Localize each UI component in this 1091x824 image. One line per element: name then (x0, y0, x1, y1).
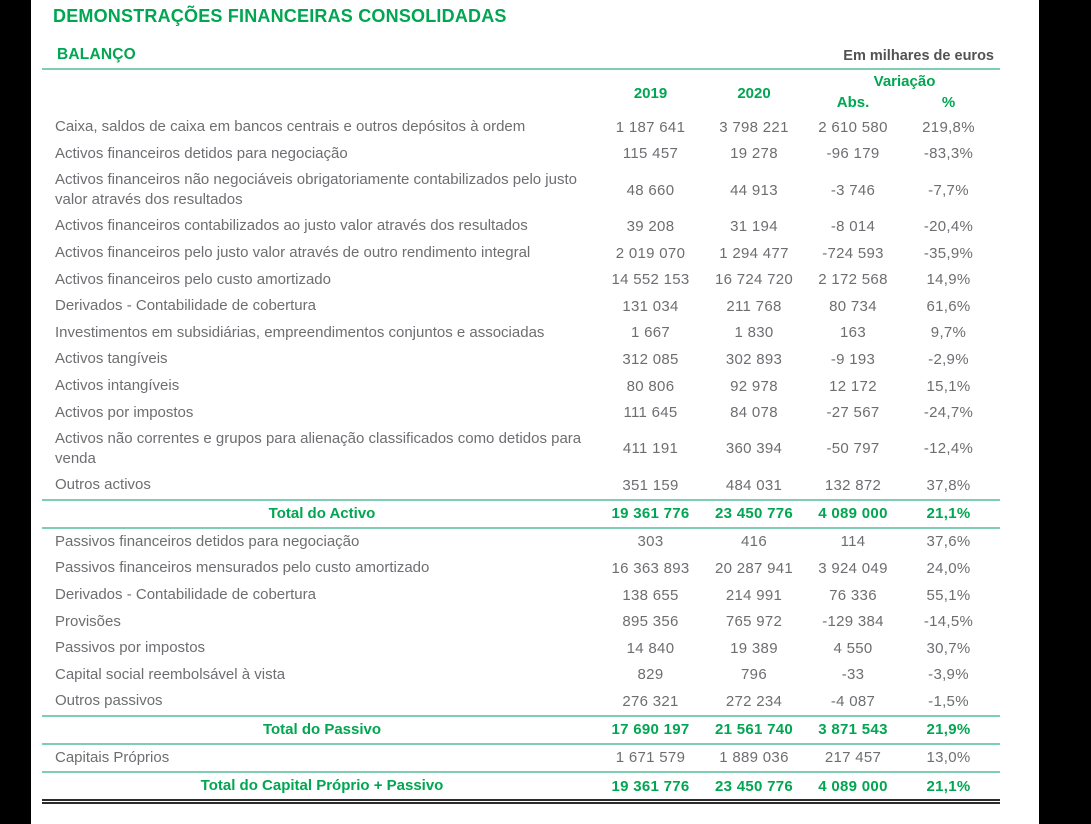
value-variation-pct: 37,6% (926, 533, 971, 551)
value-2020: 1 294 477 (719, 244, 789, 262)
section-title: BALANÇO (57, 46, 136, 63)
value-variation-pct: -14,5% (923, 613, 974, 631)
value-variation-pct: 15,1% (926, 377, 971, 395)
value-variation-abs: -724 593 (822, 244, 884, 262)
value-2019: 312 085 (622, 350, 679, 368)
value-variation-pct: 24,0% (926, 559, 971, 577)
table-row (42, 555, 1000, 582)
value-variation-pct: -83,3% (923, 145, 974, 163)
table-row (42, 608, 1000, 635)
value-variation-abs: -9 193 (830, 350, 876, 368)
value-variation-abs: 2 172 568 (818, 271, 888, 289)
value-2019: 48 660 (626, 181, 675, 199)
table-row (42, 771, 1000, 804)
table-row (42, 373, 1000, 400)
table-header (42, 70, 1000, 114)
value-variation-pct: 9,7% (930, 324, 967, 342)
value-2020: 23 450 776 (714, 777, 794, 795)
table-row (42, 213, 1000, 240)
row-label: Activos tangíveis (55, 350, 168, 368)
value-variation-abs: 3 924 049 (818, 559, 888, 577)
value-2020: 765 972 (725, 613, 783, 631)
table-row (42, 745, 1000, 772)
row-label: Activos por impostos (55, 403, 194, 421)
row-label: Caixa, saldos de caixa em bancos centrais e outros depósitos à ordem (55, 118, 526, 136)
table-row (42, 399, 1000, 426)
table-row (42, 141, 1000, 168)
col-header-variacao: Variação (873, 73, 936, 90)
value-2019: 17 690 197 (611, 721, 690, 739)
value-variation-abs: 2 610 580 (818, 118, 888, 136)
value-variation-pct: 21,1% (926, 505, 971, 523)
table-row (42, 529, 1000, 556)
table-row (42, 426, 1000, 472)
value-2019: 111 645 (623, 404, 678, 422)
value-2020: 16 724 720 (714, 271, 794, 289)
row-label: Capital social reembolsável à vista (55, 665, 286, 683)
value-2019: 411 191 (622, 440, 679, 458)
value-2019: 16 363 893 (611, 559, 690, 577)
value-variation-abs: -4 087 (830, 692, 876, 710)
value-2019: 1 187 641 (615, 118, 686, 136)
value-variation-pct: 37,8% (926, 476, 971, 494)
row-label: Passivos financeiros detidos para negociação (55, 532, 360, 550)
row-label: Activos intangíveis (55, 377, 180, 395)
value-2020: 92 978 (730, 377, 778, 395)
value-variation-pct: -35,9% (923, 244, 974, 262)
value-2020: 31 194 (730, 217, 778, 235)
col-header-2020: 2020 (737, 84, 771, 102)
row-label: Activos não correntes e grupos para alienação classificados como detidos para venda (55, 429, 582, 467)
row-label: Passivos financeiros mensurados pelo custo amortizado (55, 559, 430, 577)
units-note: Em milhares de euros (843, 48, 994, 64)
balance-table (42, 70, 1000, 804)
value-variation-pct: 61,6% (926, 297, 971, 315)
page-title: DEMONSTRAÇÕES FINANCEIRAS CONSOLIDADAS (53, 6, 507, 26)
table-row (42, 167, 1000, 213)
value-variation-pct: 55,1% (926, 586, 971, 604)
value-2020: 44 913 (730, 181, 778, 199)
row-label: Activos financeiros não negociáveis obrigatoriamente contabilizados pelo justo valor através dos resultados (55, 171, 577, 209)
value-2019: 14 552 153 (611, 271, 690, 289)
row-label: Activos financeiros pelo justo valor através de outro rendimento integral (55, 244, 531, 262)
table-body (42, 114, 1000, 804)
value-variation-abs: 4 089 000 (818, 777, 888, 795)
value-variation-pct: 30,7% (926, 639, 971, 657)
value-variation-abs: 76 336 (829, 586, 877, 604)
col-header-2019: 2019 (633, 84, 668, 102)
row-label: Outros activos (55, 476, 151, 494)
value-2020: 214 991 (725, 586, 783, 604)
value-variation-pct: 219,8% (922, 118, 975, 136)
document-canvas (31, 0, 1039, 824)
value-variation-abs: -33 (841, 666, 865, 684)
value-2019: 39 208 (626, 217, 675, 235)
value-2020: 3 798 221 (719, 118, 789, 136)
value-2019: 1 667 (630, 324, 671, 342)
value-2020: 19 389 (730, 639, 778, 657)
value-2019: 19 361 776 (611, 777, 690, 795)
table-row (42, 715, 1000, 745)
table-row (42, 266, 1000, 293)
value-2019: 303 (637, 533, 664, 551)
row-label: Passivos por impostos (55, 639, 206, 657)
value-2019: 115 457 (622, 145, 679, 163)
value-variation-abs: -50 797 (826, 440, 880, 458)
value-2019: 131 034 (622, 297, 679, 315)
value-variation-abs: -3 746 (830, 181, 876, 199)
row-label: Outros passivos (55, 692, 163, 710)
value-2019: 2 019 070 (615, 244, 686, 262)
value-variation-pct: -24,7% (923, 404, 974, 422)
value-2020: 1 830 (734, 324, 774, 342)
value-2020: 84 078 (730, 404, 778, 422)
table-row (42, 582, 1000, 609)
value-variation-abs: -27 567 (826, 404, 880, 422)
value-2020: 360 394 (725, 440, 783, 458)
value-2020: 1 889 036 (719, 749, 789, 767)
table-row (42, 240, 1000, 267)
value-variation-abs: 163 (840, 324, 866, 342)
header-label-spacer (42, 72, 602, 114)
table-row (42, 293, 1000, 320)
section-header (42, 46, 1000, 70)
row-label: Activos financeiros pelo custo amortizado (55, 270, 331, 288)
table-row (42, 635, 1000, 662)
row-label: Derivados - Contabilidade de cobertura (55, 297, 316, 315)
value-variation-abs: 12 172 (829, 377, 877, 395)
table-row (42, 688, 1000, 715)
value-2019: 1 671 579 (615, 749, 686, 767)
row-label: Total do Passivo (262, 720, 382, 738)
value-variation-pct: -7,7% (928, 181, 969, 199)
value-2019: 276 321 (622, 692, 679, 710)
value-2019: 351 159 (622, 476, 679, 494)
row-label: Total do Capital Próprio + Passivo (200, 777, 444, 795)
table-row (42, 472, 1000, 499)
value-variation-pct: -12,4% (923, 440, 974, 458)
table-row (42, 662, 1000, 689)
variation-header-group (809, 72, 1000, 114)
value-variation-abs: -129 384 (822, 613, 884, 631)
value-2019: 14 840 (626, 639, 675, 657)
value-variation-abs: -96 179 (826, 145, 880, 163)
value-2019: 80 806 (626, 377, 675, 395)
row-label: Provisões (55, 612, 121, 630)
row-label: Capitais Próprios (55, 748, 170, 766)
value-variation-pct: 21,1% (926, 777, 971, 795)
value-variation-pct: 21,9% (926, 721, 971, 739)
value-2020: 484 031 (725, 476, 783, 494)
value-2019: 829 (637, 666, 664, 684)
value-2020: 23 450 776 (714, 505, 794, 523)
value-variation-abs: 132 872 (824, 476, 882, 494)
value-variation-pct: 13,0% (926, 749, 971, 767)
value-variation-pct: -3,9% (928, 666, 969, 684)
value-2020: 211 768 (726, 297, 782, 315)
row-label: Activos financeiros contabilizados ao justo valor através dos resultados (55, 217, 528, 235)
value-variation-pct: -20,4% (923, 217, 974, 235)
value-variation-pct: -1,5% (928, 692, 969, 710)
row-label: Total do Activo (268, 504, 376, 522)
value-2019: 138 655 (622, 586, 679, 604)
value-variation-abs: 4 089 000 (818, 505, 888, 523)
value-2020: 20 287 941 (714, 559, 794, 577)
value-variation-abs: 114 (840, 533, 866, 551)
col-header-abs: Abs. (836, 94, 870, 111)
value-2019: 895 356 (622, 613, 679, 631)
value-variation-abs: 3 871 543 (818, 721, 888, 739)
value-2020: 21 561 740 (714, 721, 794, 739)
value-variation-abs: 4 550 (833, 639, 873, 657)
value-2020: 302 893 (725, 350, 783, 368)
value-2019: 19 361 776 (611, 505, 690, 523)
financial-statement-sheet (42, 6, 1000, 804)
value-2020: 416 (741, 533, 767, 551)
col-header-pct: % (941, 94, 956, 111)
table-row (42, 499, 1000, 529)
value-variation-abs: -8 014 (830, 217, 876, 235)
table-row (42, 320, 1000, 347)
variation-subheaders (809, 94, 1000, 111)
value-2020: 272 234 (725, 692, 783, 710)
value-variation-abs: 80 734 (829, 297, 877, 315)
row-label: Investimentos em subsidiárias, empreendimentos conjuntos e associadas (55, 323, 545, 341)
value-variation-pct: 14,9% (926, 271, 971, 289)
value-variation-abs: 217 457 (824, 749, 882, 767)
row-label: Activos financeiros detidos para negociação (55, 144, 348, 162)
row-label: Derivados - Contabilidade de cobertura (55, 586, 316, 604)
value-variation-pct: -2,9% (928, 350, 969, 368)
value-2020: 796 (741, 666, 767, 684)
value-2020: 19 278 (730, 145, 778, 163)
table-row (42, 346, 1000, 373)
table-row (42, 114, 1000, 141)
